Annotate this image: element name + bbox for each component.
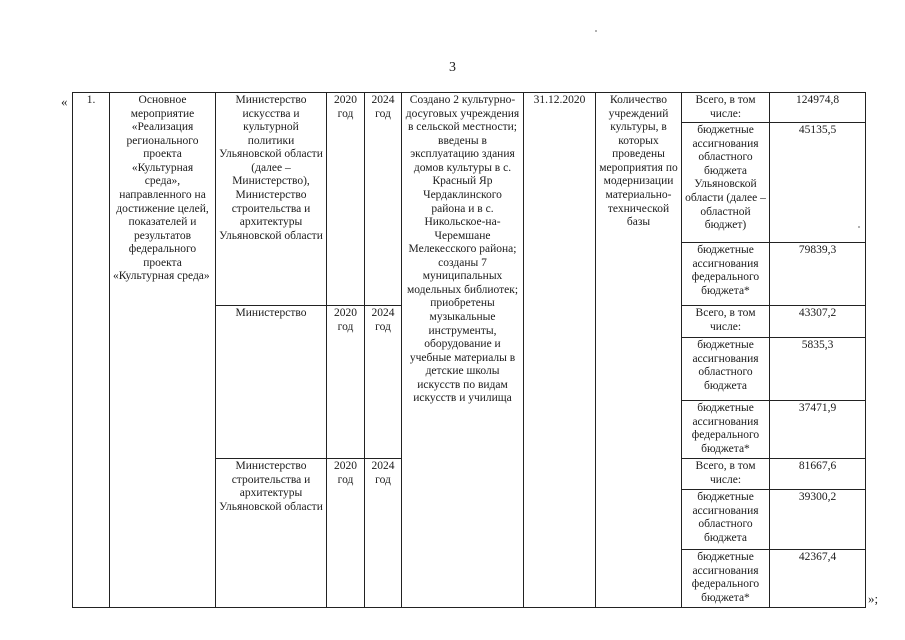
scan-speck: [858, 226, 860, 228]
funding-amount-cell: 45135,5: [770, 123, 866, 243]
funding-source-cell: бюджетные ассигнования федерального бюджета*: [682, 401, 770, 459]
funding-amount-cell: 124974,8: [770, 93, 866, 123]
funding-source-cell: бюджетные ассигнования федерального бюджета*: [682, 243, 770, 306]
funding-source-cell: бюджетные ассигнования областного бюджета Ульяновской области (далее – областной бюджет): [682, 123, 770, 243]
funding-amount-cell: 39300,2: [770, 490, 866, 550]
funding-source-cell: бюджетные ассигнования областного бюджета: [682, 490, 770, 550]
expected-outcome-cell: Создано 2 культурно-досуговых учреждения в сельской местности; введены в эксплуатацию здания домов культуры в с. Красный Яр Чердаклинского района и в с. Никольское-на-Черемшане Мелекесского района; созданы 7 муниципальных модельных библиотек; приобретены музыкальные инструменты, оборудование и учебные материалы в детские школы искусств по видам искусств и училища: [402, 93, 524, 608]
table-row: [73, 93, 866, 123]
scan-speck: [595, 30, 597, 32]
opening-quote-mark: «: [61, 94, 68, 109]
funding-amount-cell: 43307,2: [770, 306, 866, 338]
event-name-cell: Основное мероприятие «Реализация регионального проекта «Культурная среда», направленного на достижение целей, показателей и результатов федерального проекта «Культурная среда»: [110, 93, 216, 608]
funding-amount-cell: 37471,9: [770, 401, 866, 459]
funding-source-cell: бюджетные ассигнования областного бюджета: [682, 338, 770, 401]
activity-plan-table: [72, 92, 866, 608]
year-start-cell: 2020 год: [327, 93, 365, 306]
funding-amount-cell: 42367,4: [770, 550, 866, 608]
row-number: 1.: [73, 93, 110, 608]
funding-source-cell: Всего, в том числе:: [682, 93, 770, 123]
year-end-cell: 2024 год: [365, 306, 402, 459]
executor-cell: Министерство искусства и культурной политики Ульяновской области (далее – Министерство), Министерство строительства и архитектуры Ульяновской области: [216, 93, 327, 306]
indicator-cell: Количество учреждений культуры, в которых проведены мероприятия по модернизации материально-технической базы: [596, 93, 682, 608]
year-end-cell: 2024 год: [365, 93, 402, 306]
year-start-cell: 2020 год: [327, 459, 365, 608]
deadline-cell: 31.12.2020: [524, 93, 596, 608]
funding-source-cell: Всего, в том числе:: [682, 306, 770, 338]
year-start-cell: 2020 год: [327, 306, 365, 459]
executor-cell: Министерство строительства и архитектуры Ульяновской области: [216, 459, 327, 608]
funding-amount-cell: 5835,3: [770, 338, 866, 401]
funding-amount-cell: 81667,6: [770, 459, 866, 490]
funding-source-cell: бюджетные ассигнования федерального бюджета*: [682, 550, 770, 608]
year-end-cell: 2024 год: [365, 459, 402, 608]
funding-amount-cell: 79839,3: [770, 243, 866, 306]
funding-source-cell: Всего, в том числе:: [682, 459, 770, 490]
page-number: 3: [449, 60, 456, 75]
executor-cell: Министерство: [216, 306, 327, 459]
closing-quote-mark: »;: [868, 591, 879, 606]
